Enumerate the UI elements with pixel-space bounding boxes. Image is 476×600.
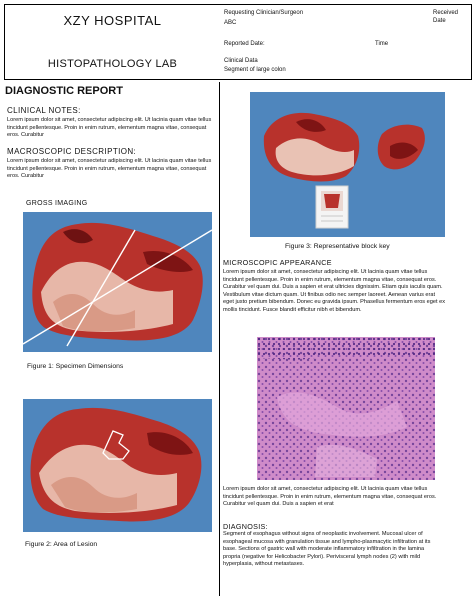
received-date-cell (430, 5, 471, 53)
clinical-data-label: Clinical Data (224, 58, 258, 64)
diagnosis-text: Segment of esophagus without signs of neoplastic involvement. Mucosal ulcer of esophageal mucosa with granulation tissue and lympho-plasmacytic infiltration at its base. Sections of gastric wall with moderate inflammatory infiltration in the lamina propria (negative for Helicobacter Pylori). Perivisceral lymph nodes (2) with mild hyperplasia, without metastases. (223, 531, 431, 568)
requesting-clinician-cell (220, 5, 430, 35)
clinical-data-cell (220, 53, 471, 79)
microscopic-heading: MICROSCOPIC APPEARANCE (223, 258, 332, 267)
requesting-label: Requesting Clinician/Surgeon (224, 10, 304, 16)
lab-cell (5, 53, 220, 79)
figure1-caption: Figure 1: Specimen Dimensions (27, 363, 124, 370)
macroscopic-text: Lorem ipsum dolor sit amet, consectetur adipiscing elit. Ut lacinia quam vitae tellus tincidunt pellentesque. Proin in enim rutrum, elementum magna vitae, consequat eros. Curabitur (7, 158, 212, 180)
specimen-dimensions-photo (23, 212, 212, 352)
clinical-notes-text: Lorem ipsum dolor sit amet, consectetur adipiscing elit. Ut lacinia quam vitae tellus tincidunt pellentesque. Proin in enim rutrum, elementum magna vitae, consequat eros. Curabitur (7, 117, 212, 139)
block-key-photo (250, 92, 445, 237)
report-header (4, 4, 472, 80)
microscopic-text: Lorem ipsum dolor sit amet, consectetur adipiscing elit. Ut lacinia quam vitae tellus tincidunt pellentesque. Proin in enim rutrum, elementum magna vitae, consequat eros. Curabitur vel quam dui. Duis a sapien et erat ultricies dignissim. Etiam quis iaculis quam. Vestibulum vitae dictum quam. Ut finibus odio nec semper laoreet. Aenean varius erat eget justo pretium bibendum. Donec eu gravida ipsum. Phasellus fermentum eros eget ex mollis tincidunt. Fusce blandit efficitur nibh et bibendum. (223, 269, 446, 313)
lesion-area-photo (23, 399, 212, 532)
reported-date-label: Reported Date: (224, 41, 265, 47)
requesting-value: ABC (224, 20, 237, 26)
clinical-data-value: Segment of large colon (224, 67, 286, 73)
time-label: Time (375, 41, 389, 47)
lab-name: HISTOPATHOLOGY LAB (47, 58, 178, 70)
column-divider (219, 82, 220, 596)
histology-photo (257, 337, 435, 480)
gross-imaging-heading: GROSS IMAGING (26, 200, 88, 207)
received-date-label: Received Date (433, 10, 459, 24)
reported-date-cell (220, 35, 430, 53)
clinical-notes-heading: CLINICAL NOTES: (7, 106, 81, 115)
diagnosis-heading: DIAGNOSIS: (223, 522, 268, 531)
figure2-caption: Figure 2: Area of Lesion (25, 541, 98, 548)
report-title: DIAGNOSTIC REPORT (5, 85, 123, 97)
macroscopic-heading: MACROSCOPIC DESCRIPTION: (7, 147, 137, 156)
histology-text: Lorem ipsum dolor sit amet, consectetur adipiscing elit. Ut lacinia quam vitae tellus tincidunt pellentesque. Proin in enim rutrum, elementum magna vitae, consequat eros. Curabitur vel quam dui. Duis a sapien et erat (223, 486, 437, 508)
hospital-name: XZY HOSPITAL (63, 13, 162, 28)
hospital-cell (5, 5, 220, 53)
figure3-caption: Figure 3: Representative block key (285, 243, 390, 250)
